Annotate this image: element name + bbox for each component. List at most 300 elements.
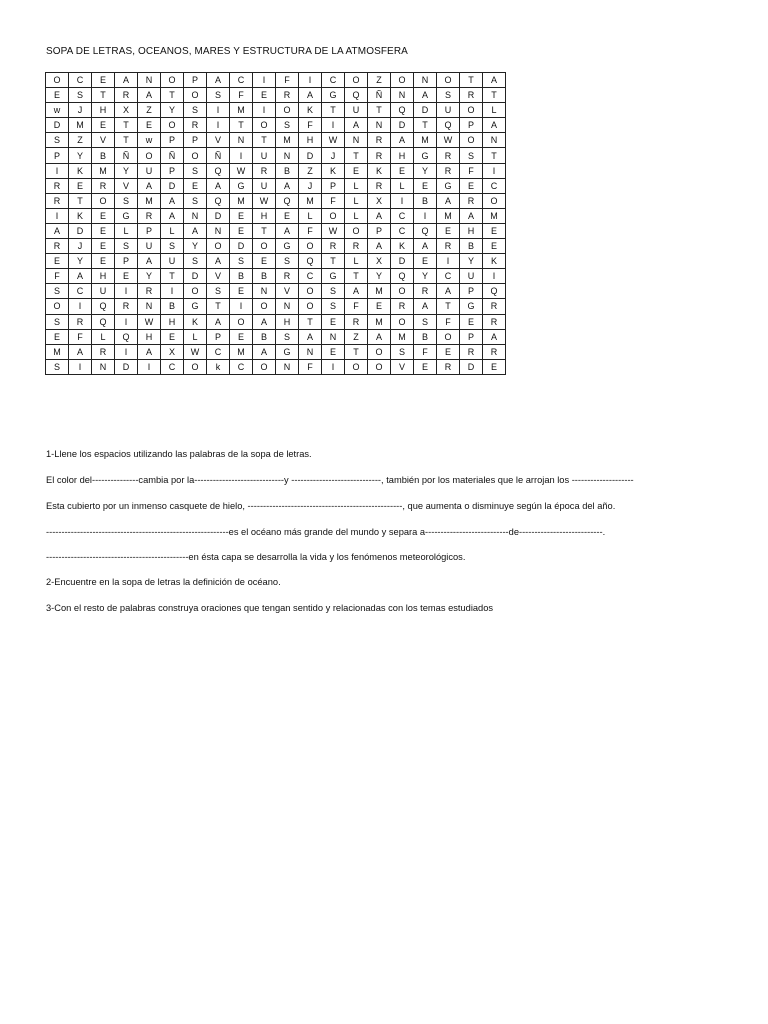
grid-cell: D <box>391 118 414 133</box>
grid-cell: Y <box>414 163 437 178</box>
grid-cell: G <box>437 178 460 193</box>
grid-cell: E <box>92 239 115 254</box>
grid-cell: R <box>345 314 368 329</box>
grid-cell: F <box>69 329 92 344</box>
grid-cell: Z <box>69 133 92 148</box>
grid-cell: H <box>92 103 115 118</box>
grid-cell: S <box>46 359 69 374</box>
grid-cell: I <box>161 284 184 299</box>
grid-cell: E <box>460 314 483 329</box>
grid-cell: B <box>92 148 115 163</box>
grid-cell: A <box>138 88 161 103</box>
grid-cell: E <box>184 178 207 193</box>
grid-cell: Q <box>391 103 414 118</box>
grid-row <box>46 314 506 329</box>
grid-cell: L <box>299 208 322 223</box>
grid-cell: O <box>391 73 414 88</box>
grid-cell: U <box>345 103 368 118</box>
grid-cell: S <box>46 133 69 148</box>
grid-cell: S <box>276 118 299 133</box>
grid-cell: E <box>253 88 276 103</box>
grid-cell: I <box>483 269 506 284</box>
grid-cell: D <box>460 359 483 374</box>
grid-cell: O <box>253 239 276 254</box>
question-1: 1-Llene los espacios utilizando las palabras de la sopa de letras. <box>46 449 312 459</box>
grid-cell: L <box>345 208 368 223</box>
grid-cell: X <box>368 254 391 269</box>
grid-cell: E <box>322 314 345 329</box>
grid-cell: Y <box>161 103 184 118</box>
grid-cell: N <box>230 133 253 148</box>
grid-cell: Y <box>69 148 92 163</box>
grid-cell: C <box>391 223 414 238</box>
grid-cell: R <box>184 118 207 133</box>
grid-cell: O <box>46 299 69 314</box>
grid-cell: G <box>230 178 253 193</box>
grid-cell: R <box>46 193 69 208</box>
grid-cell: A <box>115 73 138 88</box>
grid-cell: Y <box>115 163 138 178</box>
grid-cell: E <box>92 73 115 88</box>
grid-cell: V <box>276 284 299 299</box>
grid-cell: M <box>230 193 253 208</box>
grid-cell: M <box>299 193 322 208</box>
grid-cell: C <box>230 359 253 374</box>
grid-cell: T <box>483 148 506 163</box>
grid-cell: S <box>276 254 299 269</box>
grid-cell: S <box>207 284 230 299</box>
grid-cell: O <box>253 118 276 133</box>
question-3: 3-Con el resto de palabras construya oraciones que tengan sentido y relacionadas con los temas estudiados <box>46 603 494 613</box>
grid-cell: V <box>207 269 230 284</box>
grid-cell: X <box>115 103 138 118</box>
grid-cell: R <box>391 299 414 314</box>
grid-cell: E <box>345 163 368 178</box>
grid-cell: A <box>138 178 161 193</box>
grid-cell: H <box>138 329 161 344</box>
grid-cell: H <box>460 223 483 238</box>
grid-cell: K <box>184 314 207 329</box>
grid-cell: R <box>437 163 460 178</box>
grid-cell: N <box>92 359 115 374</box>
grid-cell: E <box>92 223 115 238</box>
page-title: SOPA DE LETRAS, OCEANOS, MARES Y ESTRUCTURA DE LA ATMOSFERA <box>46 46 408 57</box>
grid-cell: D <box>414 103 437 118</box>
grid-cell: P <box>184 73 207 88</box>
grid-cell: I <box>253 103 276 118</box>
grid-cell: L <box>184 329 207 344</box>
grid-cell: A <box>253 344 276 359</box>
grid-cell: S <box>115 193 138 208</box>
grid-cell: T <box>414 118 437 133</box>
grid-row <box>46 163 506 178</box>
grid-cell: M <box>437 208 460 223</box>
grid-cell: A <box>345 118 368 133</box>
grid-cell: O <box>345 73 368 88</box>
grid-cell: X <box>161 344 184 359</box>
grid-cell: O <box>46 73 69 88</box>
grid-cell: O <box>207 239 230 254</box>
grid-cell: J <box>69 239 92 254</box>
grid-cell: R <box>138 208 161 223</box>
grid-cell: T <box>230 118 253 133</box>
grid-cell: G <box>322 88 345 103</box>
grid-cell: A <box>437 284 460 299</box>
grid-cell: M <box>92 163 115 178</box>
grid-cell: R <box>92 344 115 359</box>
fill-sentence-1: El color del---------------cambia por la-----------------------------y -----------------------------, también por los materiales que le arrojan los -------------------- <box>46 475 634 485</box>
grid-cell: Y <box>368 269 391 284</box>
grid-cell: E <box>276 208 299 223</box>
grid-cell: M <box>230 344 253 359</box>
grid-cell: T <box>483 88 506 103</box>
grid-cell: U <box>92 284 115 299</box>
grid-cell: P <box>322 178 345 193</box>
grid-cell: H <box>253 208 276 223</box>
grid-cell: U <box>161 254 184 269</box>
grid-cell: L <box>345 178 368 193</box>
grid-cell: T <box>253 133 276 148</box>
grid-cell: R <box>414 284 437 299</box>
grid-cell: O <box>253 299 276 314</box>
grid-cell: O <box>253 359 276 374</box>
grid-cell: Q <box>414 223 437 238</box>
grid-cell: S <box>184 254 207 269</box>
grid-cell: A <box>299 88 322 103</box>
grid-cell: Y <box>184 239 207 254</box>
grid-cell: I <box>299 73 322 88</box>
grid-cell: V <box>391 359 414 374</box>
grid-cell: D <box>230 239 253 254</box>
grid-cell: K <box>391 239 414 254</box>
grid-cell: S <box>184 193 207 208</box>
grid-cell: P <box>138 223 161 238</box>
grid-cell: E <box>115 269 138 284</box>
grid-cell: Ñ <box>368 88 391 103</box>
grid-cell: I <box>115 284 138 299</box>
fill-sentence-3: -----------------------------------------------------------es el océano más grande del mundo y separa a---------------------------de---------------------------. <box>46 527 606 537</box>
grid-cell: P <box>460 284 483 299</box>
grid-cell: E <box>483 239 506 254</box>
grid-cell: N <box>138 73 161 88</box>
grid-cell: Q <box>437 118 460 133</box>
grid-cell: I <box>138 359 161 374</box>
grid-row <box>46 284 506 299</box>
grid-cell: S <box>437 88 460 103</box>
grid-cell: K <box>483 254 506 269</box>
grid-cell: S <box>230 254 253 269</box>
fill-sentence-2: Esta cubierto por un inmenso casquete de hielo, --------------------------------------------------, que aumenta o disminuye según la época del año. <box>46 501 616 511</box>
grid-cell: T <box>345 148 368 163</box>
grid-cell: Q <box>345 88 368 103</box>
grid-cell: N <box>253 284 276 299</box>
grid-cell: R <box>46 239 69 254</box>
grid-cell: k <box>207 359 230 374</box>
grid-cell: H <box>391 148 414 163</box>
grid-cell: M <box>391 329 414 344</box>
grid-cell: W <box>437 133 460 148</box>
grid-cell: I <box>391 193 414 208</box>
grid-cell: P <box>460 329 483 344</box>
grid-cell: I <box>230 299 253 314</box>
grid-cell: I <box>414 208 437 223</box>
grid-cell: Ñ <box>207 148 230 163</box>
grid-cell: J <box>322 148 345 163</box>
grid-cell: T <box>299 314 322 329</box>
grid-cell: D <box>46 118 69 133</box>
grid-cell: I <box>46 208 69 223</box>
grid-cell: D <box>207 208 230 223</box>
grid-cell: G <box>414 148 437 163</box>
grid-cell: A <box>138 254 161 269</box>
grid-cell: A <box>207 314 230 329</box>
grid-cell: S <box>115 239 138 254</box>
grid-cell: W <box>253 193 276 208</box>
grid-cell: I <box>322 118 345 133</box>
grid-cell: R <box>460 193 483 208</box>
grid-cell: F <box>230 88 253 103</box>
grid-cell: A <box>391 133 414 148</box>
grid-cell: M <box>138 193 161 208</box>
grid-cell: T <box>69 193 92 208</box>
grid-cell: B <box>414 193 437 208</box>
grid-cell: M <box>276 133 299 148</box>
grid-cell: O <box>460 103 483 118</box>
grid-cell: O <box>138 148 161 163</box>
grid-cell: E <box>483 223 506 238</box>
grid-cell: C <box>322 73 345 88</box>
grid-cell: N <box>138 299 161 314</box>
grid-cell: E <box>138 118 161 133</box>
grid-cell: A <box>207 178 230 193</box>
grid-cell: A <box>414 299 437 314</box>
grid-cell: V <box>115 178 138 193</box>
grid-cell: Q <box>391 269 414 284</box>
grid-cell: W <box>322 223 345 238</box>
grid-cell: N <box>207 223 230 238</box>
grid-cell: C <box>437 269 460 284</box>
grid-cell: O <box>299 284 322 299</box>
grid-cell: A <box>345 284 368 299</box>
grid-cell: Q <box>115 329 138 344</box>
grid-row <box>46 208 506 223</box>
grid-cell: O <box>276 103 299 118</box>
grid-cell: O <box>184 284 207 299</box>
grid-cell: R <box>460 88 483 103</box>
grid-cell: A <box>138 344 161 359</box>
grid-cell: O <box>391 314 414 329</box>
grid-cell: R <box>483 314 506 329</box>
grid-cell: F <box>345 299 368 314</box>
grid-cell: B <box>460 239 483 254</box>
grid-cell: E <box>391 163 414 178</box>
grid-cell: E <box>46 88 69 103</box>
grid-cell: X <box>368 193 391 208</box>
grid-cell: M <box>368 314 391 329</box>
grid-row <box>46 88 506 103</box>
grid-cell: T <box>437 299 460 314</box>
grid-cell: F <box>414 344 437 359</box>
grid-cell: P <box>115 254 138 269</box>
grid-cell: O <box>184 88 207 103</box>
grid-cell: N <box>276 359 299 374</box>
grid-cell: M <box>414 133 437 148</box>
grid-cell: E <box>414 178 437 193</box>
grid-row <box>46 223 506 238</box>
grid-cell: T <box>460 73 483 88</box>
grid-cell: P <box>184 133 207 148</box>
grid-cell: N <box>483 133 506 148</box>
grid-cell: Q <box>483 284 506 299</box>
grid-cell: T <box>115 133 138 148</box>
grid-cell: V <box>207 133 230 148</box>
grid-cell: I <box>230 148 253 163</box>
grid-cell: A <box>253 314 276 329</box>
grid-cell: D <box>115 359 138 374</box>
grid-row <box>46 329 506 344</box>
grid-cell: E <box>46 254 69 269</box>
grid-cell: F <box>46 269 69 284</box>
grid-cell: F <box>460 163 483 178</box>
grid-cell: I <box>207 103 230 118</box>
grid-cell: P <box>46 148 69 163</box>
grid-cell: S <box>391 344 414 359</box>
grid-cell: E <box>230 284 253 299</box>
grid-cell: B <box>253 329 276 344</box>
grid-cell: R <box>483 344 506 359</box>
grid-cell: C <box>161 359 184 374</box>
grid-cell: S <box>46 284 69 299</box>
grid-cell: K <box>69 208 92 223</box>
grid-cell: R <box>92 178 115 193</box>
grid-cell: B <box>414 329 437 344</box>
grid-cell: M <box>368 284 391 299</box>
grid-cell: G <box>115 208 138 223</box>
grid-cell: Z <box>345 329 368 344</box>
grid-row <box>46 118 506 133</box>
grid-cell: S <box>69 88 92 103</box>
grid-cell: K <box>368 163 391 178</box>
grid-cell: E <box>230 329 253 344</box>
grid-cell: C <box>230 73 253 88</box>
grid-cell: O <box>391 284 414 299</box>
grid-cell: V <box>92 133 115 148</box>
grid-cell: A <box>161 208 184 223</box>
grid-cell: R <box>276 269 299 284</box>
grid-cell: R <box>276 88 299 103</box>
grid-cell: A <box>184 223 207 238</box>
grid-cell: A <box>414 239 437 254</box>
grid-cell: D <box>299 148 322 163</box>
grid-cell: E <box>92 254 115 269</box>
grid-cell: E <box>414 359 437 374</box>
grid-cell: J <box>69 103 92 118</box>
grid-cell: M <box>46 344 69 359</box>
grid-cell: W <box>138 314 161 329</box>
grid-cell: I <box>115 344 138 359</box>
grid-cell: B <box>276 163 299 178</box>
grid-cell: N <box>276 148 299 163</box>
grid-cell: K <box>69 163 92 178</box>
grid-cell: O <box>161 118 184 133</box>
grid-cell: F <box>299 118 322 133</box>
question-2: 2-Encuentre en la sopa de letras la definición de océano. <box>46 577 281 587</box>
grid-cell: O <box>322 208 345 223</box>
grid-cell: N <box>184 208 207 223</box>
grid-cell: B <box>253 269 276 284</box>
grid-cell: Z <box>299 163 322 178</box>
grid-row <box>46 344 506 359</box>
grid-cell: O <box>345 359 368 374</box>
grid-cell: T <box>368 103 391 118</box>
grid-cell: A <box>483 73 506 88</box>
grid-cell: A <box>69 344 92 359</box>
grid-cell: P <box>368 223 391 238</box>
grid-cell: T <box>345 344 368 359</box>
grid-cell: A <box>276 178 299 193</box>
grid-cell: C <box>69 284 92 299</box>
grid-cell: L <box>345 254 368 269</box>
grid-cell: M <box>69 118 92 133</box>
grid-cell: T <box>207 299 230 314</box>
grid-row <box>46 269 506 284</box>
grid-cell: O <box>299 239 322 254</box>
grid-cell: T <box>92 88 115 103</box>
grid-row <box>46 133 506 148</box>
grid-cell: R <box>115 88 138 103</box>
grid-cell: E <box>46 329 69 344</box>
grid-cell: L <box>345 193 368 208</box>
grid-cell: N <box>299 344 322 359</box>
grid-cell: E <box>437 223 460 238</box>
grid-cell: E <box>368 299 391 314</box>
grid-cell: D <box>161 178 184 193</box>
grid-cell: C <box>391 208 414 223</box>
grid-cell: O <box>437 73 460 88</box>
grid-cell: Y <box>414 269 437 284</box>
grid-cell: O <box>437 329 460 344</box>
grid-cell: S <box>460 148 483 163</box>
grid-cell: H <box>299 133 322 148</box>
grid-cell: M <box>483 208 506 223</box>
grid-cell: E <box>460 178 483 193</box>
grid-cell: E <box>230 208 253 223</box>
grid-cell: O <box>368 344 391 359</box>
grid-cell: I <box>322 359 345 374</box>
grid-cell: Y <box>69 254 92 269</box>
grid-cell: P <box>161 163 184 178</box>
grid-cell: R <box>368 148 391 163</box>
grid-cell: K <box>322 163 345 178</box>
grid-cell: A <box>69 269 92 284</box>
grid-cell: E <box>322 344 345 359</box>
grid-cell: Y <box>460 254 483 269</box>
grid-cell: E <box>253 254 276 269</box>
grid-cell: R <box>460 344 483 359</box>
grid-cell: T <box>253 223 276 238</box>
grid-cell: T <box>345 269 368 284</box>
grid-cell: G <box>460 299 483 314</box>
grid-row <box>46 239 506 254</box>
grid-cell: A <box>207 73 230 88</box>
grid-row <box>46 73 506 88</box>
grid-row <box>46 299 506 314</box>
grid-cell: A <box>483 118 506 133</box>
grid-cell: D <box>391 254 414 269</box>
grid-cell: F <box>322 193 345 208</box>
grid-cell: Y <box>138 269 161 284</box>
grid-cell: M <box>230 103 253 118</box>
